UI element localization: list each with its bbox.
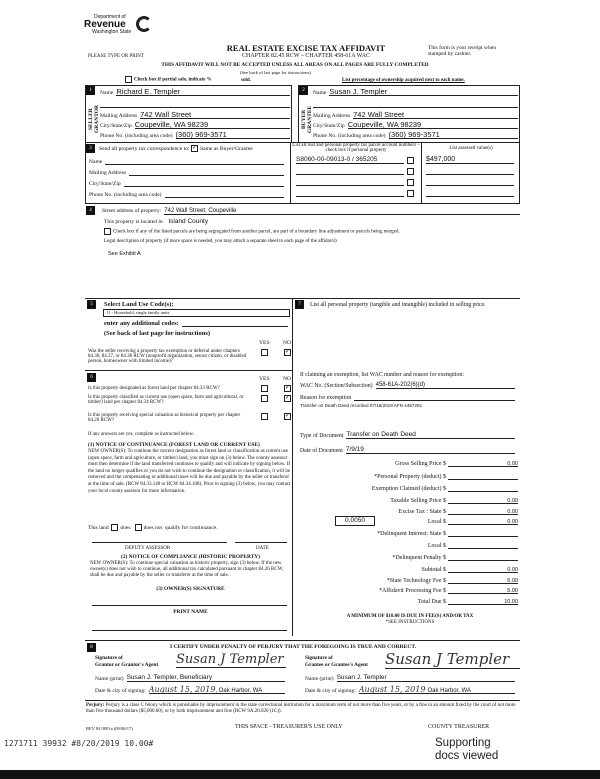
notice-compliance-title: (2) NOTICE OF COMPLIANCE (HISTORIC PROPERTY) (121, 554, 260, 560)
label: Date of Document (300, 448, 343, 454)
label: Name (313, 90, 327, 96)
label: Name (print) (305, 676, 334, 682)
buyer-mail-field[interactable]: 742 Wall Street (353, 111, 518, 119)
wac-field[interactable]: 458-61A-202(6)(d) (376, 381, 515, 389)
fee-label: *State Technology Fee $ (386, 578, 446, 584)
total-due[interactable]: 10.00 (448, 598, 518, 605)
label: Send all property tax correspondence to: (99, 145, 190, 152)
parcel-field[interactable] (296, 167, 404, 175)
state-technology-fee[interactable]: 5.00 (448, 577, 518, 584)
county-field[interactable]: Island County (168, 218, 209, 225)
label: PRINT NAME (173, 609, 208, 615)
grantee-name-field[interactable]: Susan J. Templer (337, 674, 515, 682)
label: Mailing Address (313, 113, 351, 119)
label: Name (print) (95, 676, 124, 682)
see-back-note: (See back of last page for instructions) (240, 70, 311, 75)
assessed-field[interactable] (426, 178, 514, 186)
subtotal[interactable]: 0.00 (448, 566, 518, 573)
grantor-date-city-field[interactable] (149, 686, 285, 694)
label: This property is located in (104, 219, 163, 225)
label: Date & city of signing: (305, 688, 356, 694)
fee-label: Excise Tax : State $ (398, 509, 446, 515)
fee-row (350, 485, 518, 492)
historic-yes-checkbox[interactable] (261, 413, 268, 420)
label: Signature of (95, 655, 123, 661)
section-number: 8 (87, 643, 96, 652)
excise-tax-local[interactable]: 0.00 (448, 518, 518, 525)
no-header: NO (283, 376, 292, 382)
grantor-date: August 15, 2019 (148, 685, 216, 694)
label: Grantor or Grantor's Agent (95, 661, 159, 668)
cashier-stamp: 1271711 39932 #8/20/2019 10.00# (4, 739, 154, 748)
parcel-field[interactable] (296, 189, 404, 197)
corr-name-field[interactable] (105, 157, 284, 165)
rev-number: REV 84 0001a (09/06/17) (86, 726, 133, 731)
grantor-name-field[interactable]: Susan J. Templer, Beneficiary (127, 674, 285, 682)
affidavit-processing-fee[interactable]: 5.00 (448, 587, 518, 594)
label: Signature of (305, 655, 333, 661)
minimum-note: A MINIMUM OF $10.00 IS DUE IN FEE(S) AND/OR TAX (346, 614, 474, 619)
label: Phone No. (including area code) (100, 133, 173, 139)
label: Date & city of signing: (95, 688, 146, 694)
buyer-name-field-2[interactable] (313, 100, 518, 108)
exemption-question: Was the seller receiving a property tax exemption or deferral under chapters 84.36, 84.37, or 84.38 RCW (nonprofit organization, senior citizen, or disabled person, homeowner with limited income)? (88, 349, 247, 364)
does-not-checkbox[interactable] (135, 524, 142, 531)
print-name-line[interactable] (92, 630, 287, 631)
does-checkbox[interactable] (111, 524, 118, 531)
perjury-notice (86, 703, 516, 716)
label: Mailing Address (100, 113, 138, 119)
label: City/State/Zip (100, 123, 132, 129)
fee-label: *Personal Property (deduct) $ (374, 474, 446, 480)
assessed-field[interactable]: $497,000 (426, 156, 514, 164)
section-number: 2 (299, 86, 308, 95)
label: Phone No. (including area code) (89, 192, 162, 198)
personal-property-label: List all personal property (tangible and intangible) included in selling price. (310, 302, 486, 308)
perjury-text: Perjury is a class C felony which is punishable by imprisonment in the state correctional institution for a maximum term of not more than five years, or by a fine in an amount fixed by the court of not more than five thousand dollars ($5,000.00), or by both imprisonment and fine (RCW 9A.20.020 (1C)). (86, 703, 516, 715)
delinquent-interest-local[interactable] (448, 542, 518, 549)
grantee-date-city-field[interactable] (359, 686, 515, 694)
street-address-field[interactable]: 742 Wall Street, Coupeville (164, 207, 520, 215)
assessed-field[interactable] (426, 167, 514, 175)
label: DATE (256, 546, 269, 551)
forest-no-checkbox[interactable]: ✓ (285, 385, 291, 391)
delinquent-penalty[interactable] (448, 554, 518, 561)
excise-tax-state[interactable]: 0.00 (448, 508, 518, 515)
fee-row (350, 530, 518, 537)
dor-logo (84, 14, 144, 48)
scan-edge (0, 770, 600, 779)
corr-mail-field[interactable] (129, 168, 284, 176)
fee-label: *Delinquent Penalty $ (392, 555, 446, 561)
certify-statement: I CERTIFY UNDER PENALTY OF PERJURY THAT THE FOREGOING IS TRUE AND CORRECT. (170, 644, 417, 650)
fee-row (350, 473, 518, 480)
reason-value[interactable]: Transfer on Death Deed recorded 07/16/2019 AFN 4467291 (300, 403, 423, 408)
label: Name (100, 90, 114, 96)
section-number: 7 (295, 300, 304, 309)
buyer-name-field[interactable]: Susan J. Templer (329, 88, 518, 96)
seller-name-field-2[interactable] (100, 100, 290, 108)
label: Type of Document (300, 433, 344, 439)
assessed-header: List assessed value(s) (449, 146, 493, 151)
label: If claiming an exemption, list WAC number and reason for exemption: (300, 372, 464, 378)
list-pct-note: List percentage of ownership acquired next to each name. (342, 78, 465, 83)
personal-property-checkbox[interactable] (407, 168, 414, 175)
please-type: PLEASE TYPE OR PRINT (88, 54, 144, 59)
exemption-claimed[interactable] (448, 485, 518, 492)
label: *SEE INSTRUCTIONS (385, 620, 435, 625)
form-title: REAL ESTATE EXCISE TAX AFFIDAVIT (226, 43, 386, 53)
fee-row (350, 542, 518, 549)
fee-label: Taxable Selling Price $ (390, 498, 446, 504)
label: Name (89, 159, 103, 165)
label: Street address of property: (102, 207, 162, 214)
logo-swirl-icon (136, 16, 152, 32)
grantor-signature[interactable]: Susan J Templer (176, 652, 286, 668)
buyer-phone-field[interactable]: (360) 969-3571 (389, 131, 518, 139)
fee-row (350, 518, 518, 525)
legal-description-field[interactable]: See Exhibit A (108, 251, 141, 257)
section-number: 4 (86, 206, 95, 215)
fee-row (350, 587, 518, 594)
exemption-no-checkbox[interactable]: ✓ (285, 349, 291, 355)
buyer-city-field[interactable]: Coupeville, WA 98239 (348, 121, 518, 129)
label: Grantee or Grantee's Agent (305, 661, 368, 668)
buyer-side-label: BUYER GRANTEE (301, 105, 313, 133)
fee-label: Total Due $ (417, 599, 446, 605)
logo-dept: Department of (94, 14, 126, 20)
partial-sale-label: Check box if partial sale, indicate % (134, 77, 212, 83)
fee-label: Local $ (427, 543, 446, 549)
label: City/State/Zip (313, 123, 345, 129)
label: Phone No. (including area code) (313, 133, 386, 139)
document-type-field[interactable]: Transfer on Death Deed (346, 431, 515, 439)
label: enter any additional codes: (104, 320, 179, 327)
section-number: 1 (86, 86, 95, 95)
parcel-field[interactable]: S8060-00-09013-0 / 365205 (296, 156, 404, 164)
fee-label: *Delinquent Interest: State $ (377, 531, 446, 537)
owner-signature-line[interactable] (92, 605, 287, 606)
form-chapter: CHAPTER 82.45 RCW – CHAPTER 458-61A WAC (242, 53, 370, 59)
fee-label: Exemption Claimed (deduct) $ (371, 486, 446, 492)
segregated-checkbox[interactable] (104, 228, 111, 235)
document-date-field[interactable]: 7/9/19 (346, 446, 515, 454)
notice-continuance-title: (1) NOTICE OF CONTINUANCE (FOREST LAND OR CURRENT USE) (88, 442, 260, 448)
fee-row (350, 598, 518, 605)
section-number: 5 (87, 300, 96, 309)
label: Mailing Address (89, 170, 127, 176)
forest-yes-checkbox[interactable] (261, 385, 268, 392)
county-treasurer-label: COUNTY TREASURER (428, 724, 490, 730)
corr-city-field[interactable] (124, 179, 284, 187)
sold-label: sold. (241, 78, 251, 83)
label: (3) OWNER(S) SIGNATURE (156, 586, 225, 592)
fee-row (350, 497, 518, 504)
label: does (120, 524, 131, 531)
corr-phone-field[interactable] (165, 190, 284, 198)
fee-row (350, 508, 518, 515)
label: (See back of last page for instructions) (104, 330, 211, 337)
historic-question: Is this property receiving special valuation as historical property per chapter 84.26 RCW? (88, 413, 241, 423)
notice-compliance-text: NEW OWNER(S): To continue special valuation as historic property, sign (3) below. If the new owner(s) does not wish to continue, all additional tax calculated pursuant to chapter 84.26 RCW, shall be due and payable by the seller or transferor at the time of sale. (90, 561, 284, 578)
current-use-question: Is this property classified as current use (open space, farm and agricultural, or timber) land per chapter 84.34 RCW? (88, 395, 244, 405)
notice-continuance-text: NEW OWNER(S): To continue the current designation as forest land or classification as current use (open space, farm and agriculture, or timber) land, you must sign on (3) below. The county assessor must then determine if the land transferred continues to qualify and will indicate by signing below. If the land no longer qualifies or you do not wish to continue the designation or classification, it will be removed and the compensating or additional taxes will be due and payable by the seller or transferor at the time of sale. (RCW 84.33.140 or RCW 84.34.108). Prior to signing (3) below, you may contact your local county assessor for more information. (88, 449, 291, 494)
same-as-buyer-checkbox[interactable]: ✓ (191, 145, 197, 151)
grantor-city: , Oak Harbor, WA (215, 688, 263, 694)
historic-no-checkbox[interactable]: ✓ (285, 413, 291, 419)
land-use-title: Select Land Use Code(s): (104, 301, 174, 308)
fee-label: Local $ (427, 519, 446, 525)
exemption-yes-checkbox[interactable] (261, 349, 268, 356)
delinquent-interest-state[interactable] (448, 530, 518, 537)
fee-label: Gross Selling Price $ (395, 461, 446, 467)
additional-codes-field[interactable] (182, 319, 288, 327)
label: City/State/Zip (89, 181, 121, 187)
personal-property-deduct[interactable] (448, 473, 518, 480)
logo-name: Revenue (84, 19, 126, 30)
grantee-city: Oak Harbor, WA (427, 688, 471, 694)
seller-mail-field[interactable]: 742 Wall Street (140, 111, 290, 119)
fee-row (350, 566, 518, 573)
seller-side-label: SELLER GRANTOR (88, 105, 100, 134)
label: DEPUTY ASSESSOR (125, 546, 171, 551)
parcel-header: List all real and personal property tax parcel account numbers – check box if personal property (292, 143, 420, 153)
personal-property-checkbox[interactable] (407, 179, 414, 186)
deputy-assessor-line[interactable] (92, 542, 227, 543)
parcel-field[interactable] (296, 178, 404, 186)
yes-header: YES (259, 340, 270, 346)
current-use-no-checkbox[interactable]: ✓ (285, 395, 291, 401)
fee-row (350, 460, 518, 467)
local-rate-field[interactable]: 0.0050 (335, 516, 375, 526)
logo-state: Washington State (92, 29, 132, 35)
label: Legal description of property (if more space is needed, you may attach a separate sheet to each page of the affidavit) (104, 239, 337, 244)
fee-label: Subtotal $ (421, 567, 446, 573)
seller-name-field[interactable]: Richard E. Templer (116, 88, 290, 96)
taxable-selling-price[interactable]: 0.00 (448, 497, 518, 504)
label: If any answers are yes, complete as instructed below. (88, 432, 195, 437)
fee-row (350, 554, 518, 561)
section-number: 6 (87, 373, 96, 382)
current-use-yes-checkbox[interactable] (261, 395, 268, 402)
fee-label: *Affidavit Processing Fee $ (378, 588, 446, 594)
label: Same as Buyer/Grantee (199, 145, 253, 152)
personal-property-checkbox[interactable] (407, 190, 414, 197)
label: Reason for exemption (300, 395, 352, 401)
assessor-date-line[interactable] (235, 542, 287, 543)
gross-selling-price[interactable]: 0.00 (448, 460, 518, 467)
section-number: 3 (86, 144, 95, 153)
land-use-code-select[interactable]: 11 - Household, single family units (103, 309, 290, 317)
assessed-field[interactable] (426, 189, 514, 197)
no-header: NO (283, 340, 292, 346)
treasurer-use-label: THIS SPACE - TREASURER'S USE ONLY (235, 724, 343, 730)
grantee-date: August 15, 2019 (358, 685, 426, 694)
label: WAC No. (Section/Subsection) (300, 383, 373, 389)
partial-sale-checkbox[interactable] (125, 76, 132, 83)
seller-phone-field[interactable]: (360) 969-3571 (176, 131, 290, 139)
personal-property-checkbox[interactable] (407, 157, 414, 164)
label: This land (88, 524, 109, 531)
fee-row (350, 577, 518, 584)
grantee-signature[interactable]: Susan J Templer (385, 650, 520, 669)
label: Check box if any of the listed parcels are being segregated from another parcel, are part of a boundary line adjustment or parcels being merged. (113, 229, 400, 235)
label: does not (143, 524, 163, 531)
label: Perjury: (86, 703, 105, 708)
reason-field[interactable] (354, 393, 515, 401)
forest-question: Is this property designated as forest land per chapter 84.33 RCW? (88, 386, 220, 391)
label: qualify for continuance. (164, 524, 218, 531)
receipt-note: This form is your receipt when stamped by cashier. (428, 45, 496, 57)
seller-city-field[interactable]: Coupeville, WA 98239 (135, 121, 290, 129)
supporting-docs-stamp: Supporting docs viewed (435, 737, 499, 762)
yes-header: YES (259, 376, 270, 382)
form-warning: THIS AFFIDAVIT WILL NOT BE ACCEPTED UNLESS ALL AREAS ON ALL PAGES ARE FULLY COMPLETED (161, 62, 429, 68)
